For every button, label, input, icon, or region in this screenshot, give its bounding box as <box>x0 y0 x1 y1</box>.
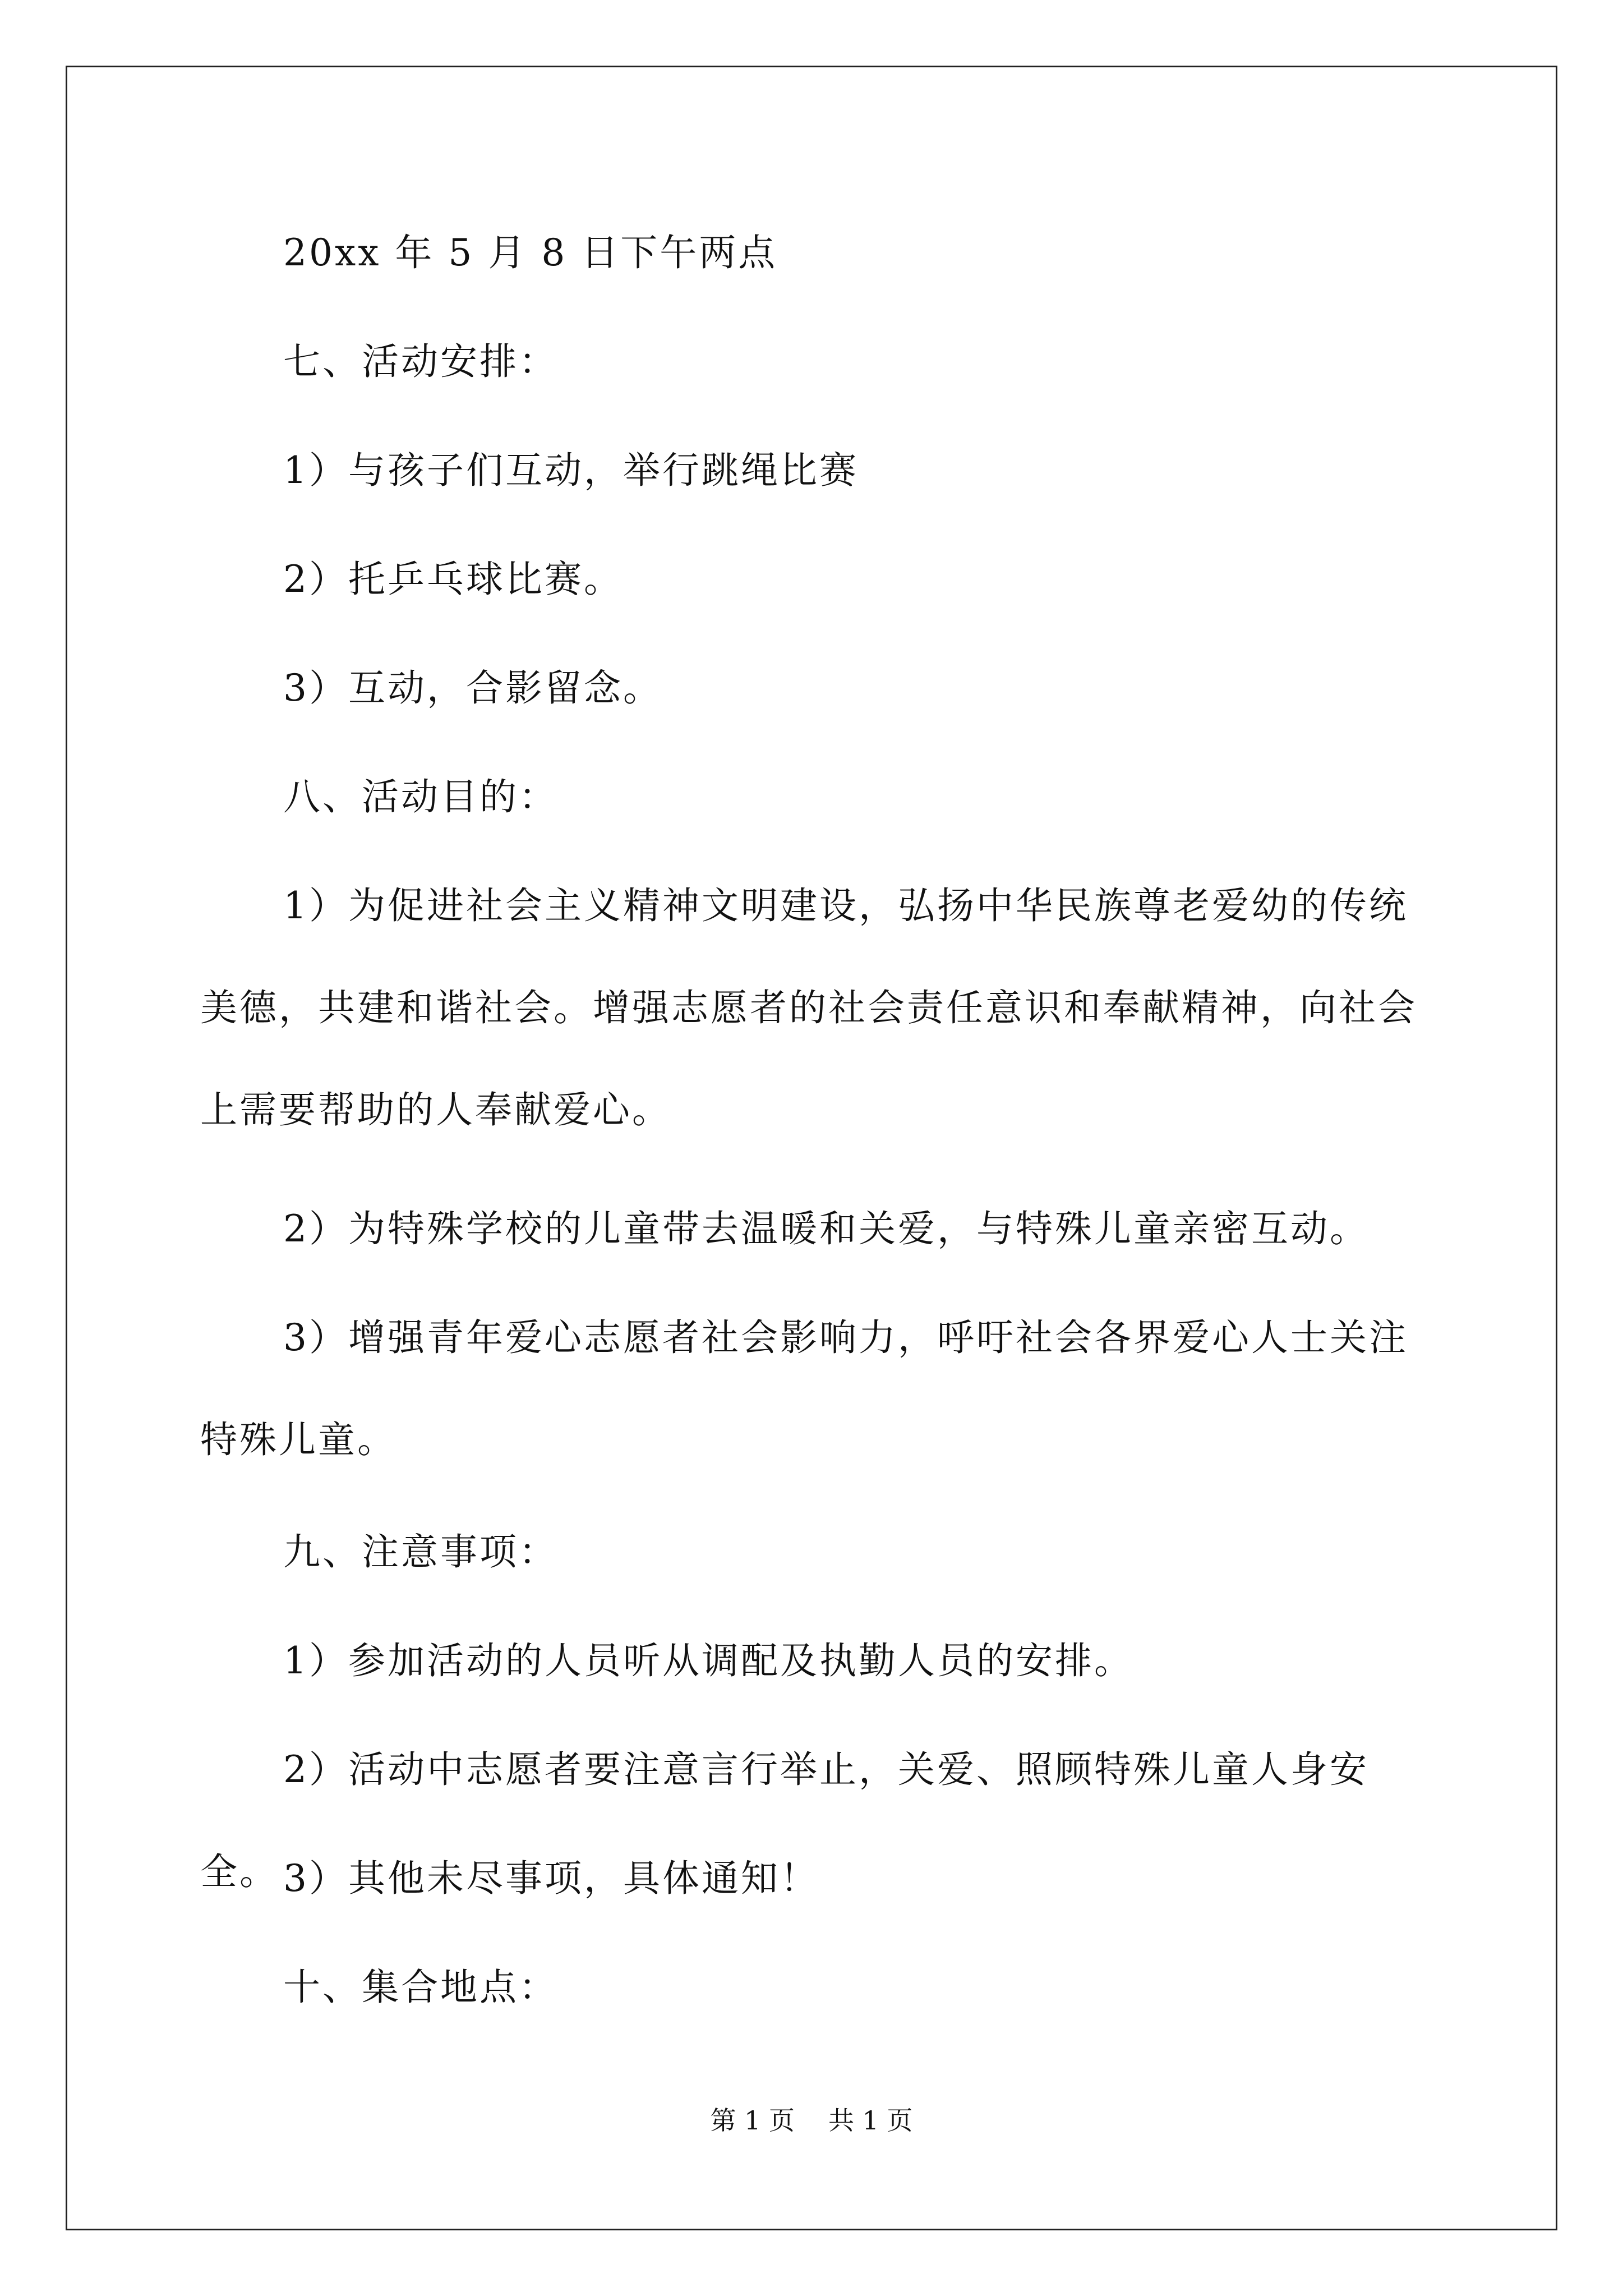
paragraph-notes-3: 3）其他未尽事项，具体通知！ <box>283 1857 819 1900</box>
paragraph-purpose-1: 1）为促进社会主义精神文明建设，弘扬中华民族尊老爱幼的传统美德，共建和谐社会。增强志愿者的社会责任意识和奉献精神，向社会上需要帮助的人奉献爱心。 <box>200 884 1417 1131</box>
page-total: 共 1 页 <box>828 2105 913 2136</box>
heading-activity-purpose: 八、活动目的： <box>283 775 558 818</box>
paragraph-arrangement-3: 3）互动，合影留念。 <box>283 666 662 710</box>
paragraph-arrangement-1: 1）与孩子们互动，举行跳绳比赛 <box>283 449 859 492</box>
paragraph-notes-1: 1）参加活动的人员听从调配及执勤人员的安排。 <box>283 1639 1133 1682</box>
heading-notes: 九、注意事项： <box>283 1530 558 1573</box>
page-number: 第 1 页 <box>710 2105 795 2136</box>
paragraph-purpose-3: 3）增强青年爱心志愿者社会影响力，呼吁社会各界爱心人士关注特殊儿童。 <box>200 1316 1408 1461</box>
paragraph-time: 20xx 年 5 月 8 日下午两点 <box>283 231 778 274</box>
page-footer <box>0 2104 1623 2137</box>
paragraph-arrangement-2: 2）托乒乓球比赛。 <box>283 558 623 601</box>
paragraph-notes-2: 2）活动中志愿者要注意言行举止，关爱、照顾特殊儿童人身安全。 <box>200 1748 1369 1893</box>
paragraph-purpose-2: 2）为特殊学校的儿童带去温暖和关爱，与特殊儿童亲密互动。 <box>283 1207 1369 1250</box>
heading-activity-arrangement: 七、活动安排： <box>283 340 558 383</box>
heading-assembly-location: 十、集合地点： <box>283 1966 558 2009</box>
